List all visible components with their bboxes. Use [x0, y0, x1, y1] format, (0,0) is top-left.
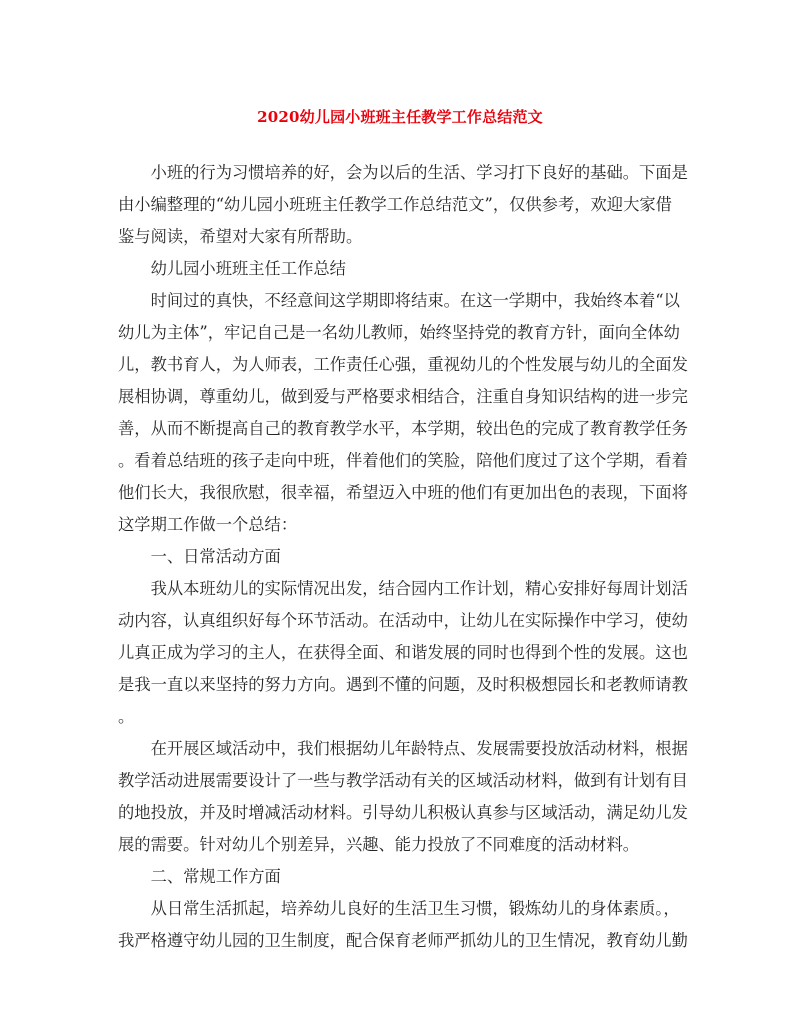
paragraph-line: 幼儿为主体”，牢记自己是一名幼儿教师，始终坚持党的教育方针，面向全体幼 [118, 323, 680, 342]
paragraph-line: 展相协调，尊重幼儿，做到爱与严格要求相结合，注重自身知识结构的进一步完 [118, 387, 688, 406]
section-heading: 一、日常活动方面 [118, 547, 281, 566]
paragraph-line: 动内容，认真组织好每个环节活动。在活动中，让幼儿在实际操作中学习，使幼 [118, 611, 688, 630]
paragraph-line: 是我一直以来坚持的努力方向。遇到不懂的问题，及时积极想园长和老教师请教 [118, 675, 688, 694]
section-heading: 二、常规工作方面 [118, 867, 281, 886]
paragraph-line: 我从本班幼儿的实际情况出发，结合园内工作计划，精心安排好每周计划活 [118, 579, 688, 598]
paragraph-line: 。 [118, 707, 135, 726]
paragraph-line: 教学活动进展需要设计了一些与教学活动有关的区域活动材料，做到有计划有目 [118, 771, 688, 790]
paragraph-line: 从日常生活抓起，培养幼儿良好的生活卫生习惯，锻炼幼儿的身体素质。， [118, 899, 680, 918]
paragraph-line: 小班的行为习惯培养的好，会为以后的生活、学习打下良好的基础。下面是 [118, 163, 688, 182]
document-title: 2020幼儿园小班班主任教学工作总结范文 [257, 108, 543, 126]
paragraph-line: 善，从而不断提高自己的教育教学水平，本学期，较出色的完成了教育教学任务 [118, 419, 688, 438]
paragraph-line: 时间过的真快，不经意间这学期即将结束。在这一学期中，我始终本着“以 [118, 291, 680, 310]
paragraph-line: 展的需要。针对幼儿个别差异，兴趣、能力投放了不同难度的活动材料。 [118, 835, 640, 854]
paragraph-line: 儿，教书育人，为人师表，工作责任心强，重视幼儿的个性发展与幼儿的全面发 [118, 355, 688, 374]
paragraph-line: 的地投放，并及时增减活动材料。引导幼儿积极认真参与区域活动，满足幼儿发 [118, 803, 688, 822]
paragraph-line: 在开展区域活动中，我们根据幼儿年龄特点、发展需要投放活动材料，根据 [118, 739, 688, 758]
paragraph-line: 儿真正成为学习的主人，在获得全面、和谐发展的同时也得到个性的发展。这也 [118, 643, 688, 662]
paragraph-line: 我严格遵守幼儿园的卫生制度，配合保育老师严抓幼儿的卫生情况，教育幼儿勤 [118, 931, 688, 950]
paragraph-line: 。看着总结班的孩子走向中班，伴着他们的笑脸，陪他们度过了这个学期，看着 [118, 451, 688, 470]
paragraph-line: 这学期工作做一个总结： [118, 515, 298, 534]
paragraph-line: 鉴与阅读，希望对大家有所帮助。 [118, 227, 363, 246]
paragraph-line: 由小编整理的“幼儿园小班班主任教学工作总结范文”，仅供参考，欢迎大家借 [118, 195, 672, 214]
paragraph-line: 他们长大，我很欣慰，很幸福，希望迈入中班的他们有更加出色的表现，下面将 [118, 483, 688, 502]
section-heading: 幼儿园小班班主任工作总结 [118, 259, 346, 278]
